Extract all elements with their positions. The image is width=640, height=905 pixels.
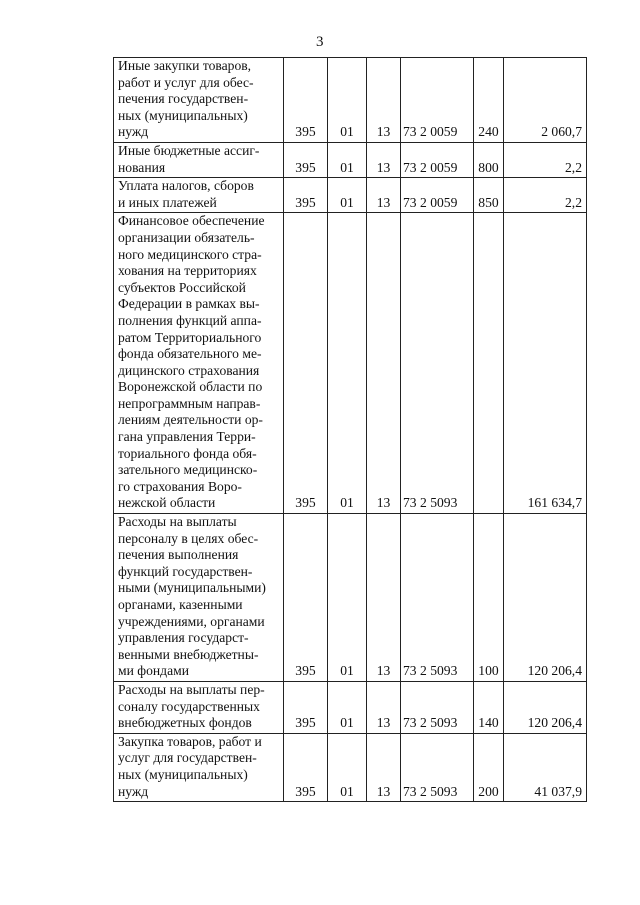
subsection-code: 13	[367, 58, 401, 143]
subsection-code: 13	[367, 733, 401, 801]
table-row	[114, 58, 587, 143]
row-name: Иные бюджетные ассиг- нования	[114, 142, 284, 177]
row-name: Расходы на выплаты пер- соналу государственных внебюджетных фондов	[114, 681, 284, 733]
subsection-code: 13	[367, 178, 401, 213]
expense-type-code	[474, 213, 504, 514]
amount: 161 634,7	[504, 213, 587, 514]
subsection-code: 13	[367, 514, 401, 682]
expense-type-code: 850	[474, 178, 504, 213]
subsection-code: 13	[367, 213, 401, 514]
table-row	[114, 178, 587, 213]
amount: 2 060,7	[504, 58, 587, 143]
expense-type-code: 240	[474, 58, 504, 143]
section-code: 01	[328, 178, 367, 213]
section-code: 01	[328, 58, 367, 143]
section-code: 01	[328, 733, 367, 801]
ministry-code: 395	[284, 213, 328, 514]
table-row	[114, 142, 587, 177]
expense-type-code: 200	[474, 733, 504, 801]
expense-type-code: 140	[474, 681, 504, 733]
target-code: 73 2 5093	[401, 733, 474, 801]
amount: 2,2	[504, 178, 587, 213]
amount: 41 037,9	[504, 733, 587, 801]
target-code: 73 2 5093	[401, 514, 474, 682]
row-name: Расходы на выплаты персоналу в целях обес- печения выполнения функций государствен- ными (муниципальными) органами, казенными учреждениями, органами управления государст- венными внебюджетны- ми фондами	[114, 514, 284, 682]
ministry-code: 395	[284, 681, 328, 733]
row-name: Закупка товаров, работ и услуг для государствен- ных (муниципальных) нужд	[114, 733, 284, 801]
row-name: Иные закупки товаров, работ и услуг для обес- печения государствен- ных (муниципальных) нужд	[114, 58, 284, 143]
target-code: 73 2 0059	[401, 142, 474, 177]
budget-table	[113, 57, 587, 802]
amount: 120 206,4	[504, 681, 587, 733]
expense-type-code: 800	[474, 142, 504, 177]
target-code: 73 2 0059	[401, 178, 474, 213]
row-name: Финансовое обеспечение организации обязатель- ного медицинского стра- хования на территориях субъектов Российской Федерации в рамках вы- полнения функций аппа- ратом Территориального фонда обязательного ме- дицинского страхования Воронежской области по непрограммным направ- лениям деятельности ор- гана управления Терри- ториального фонда обя- зательного медицинско- го страхования Воро- нежской области	[114, 213, 284, 514]
table-row	[114, 681, 587, 733]
row-name: Уплата налогов, сборов и иных платежей	[114, 178, 284, 213]
target-code: 73 2 0059	[401, 58, 474, 143]
page-number: 3	[316, 34, 324, 50]
ministry-code: 395	[284, 733, 328, 801]
section-code: 01	[328, 213, 367, 514]
amount: 2,2	[504, 142, 587, 177]
ministry-code: 395	[284, 514, 328, 682]
ministry-code: 395	[284, 178, 328, 213]
subsection-code: 13	[367, 142, 401, 177]
table-row	[114, 733, 587, 801]
table-row	[114, 213, 587, 514]
section-code: 01	[328, 514, 367, 682]
subsection-code: 13	[367, 681, 401, 733]
amount: 120 206,4	[504, 514, 587, 682]
ministry-code: 395	[284, 58, 328, 143]
ministry-code: 395	[284, 142, 328, 177]
target-code: 73 2 5093	[401, 213, 474, 514]
section-code: 01	[328, 681, 367, 733]
section-code: 01	[328, 142, 367, 177]
expense-type-code: 100	[474, 514, 504, 682]
target-code: 73 2 5093	[401, 681, 474, 733]
table-row	[114, 514, 587, 682]
